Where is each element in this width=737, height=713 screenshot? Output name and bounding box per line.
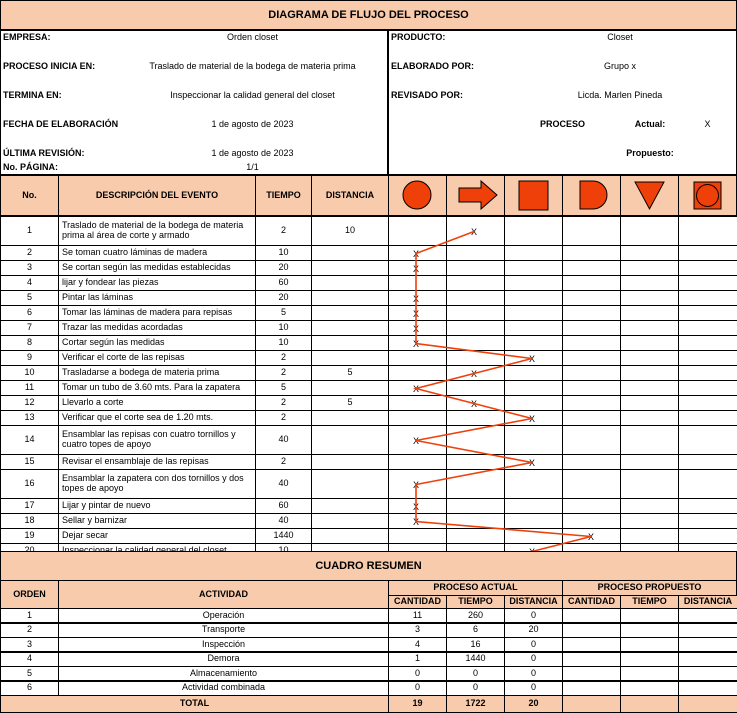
summary-distancia: 0	[504, 637, 563, 652]
symbol-cell	[562, 290, 621, 306]
col-distancia-header: DISTANCIA	[311, 175, 389, 216]
step-mark: X	[412, 501, 420, 512]
step-description: Trazar las medidas acordadas	[58, 320, 256, 336]
summary-total-propuesto-cell	[678, 695, 737, 713]
step-tiempo: 60	[255, 275, 312, 291]
summary-tiempo: 16	[446, 637, 505, 652]
empresa-label: EMPRESA:	[3, 32, 51, 43]
revision-label: ÚLTIMA REVISIÓN:	[3, 148, 85, 159]
symbol-cell	[446, 350, 505, 366]
step-distancia	[311, 245, 389, 261]
step-tiempo: 5	[255, 380, 312, 396]
symbol-cell	[562, 395, 621, 411]
step-number: 17	[0, 498, 59, 514]
summary-propuesto-header: PROCESO PROPUESTO	[562, 580, 737, 596]
symbol-cell	[504, 305, 563, 321]
summary-propuesto-cell	[678, 681, 737, 696]
symbol-cell	[678, 260, 737, 276]
inspection-square-icon	[505, 176, 562, 215]
symbol-cell	[388, 216, 447, 246]
symbol-cell	[446, 245, 505, 261]
symbol-header-transport	[446, 175, 505, 216]
step-mark: X	[528, 353, 536, 364]
symbol-cell	[388, 528, 447, 544]
summary-tiempo: 0	[446, 681, 505, 696]
symbol-cell	[620, 425, 679, 455]
step-number: 16	[0, 469, 59, 499]
termina-label: TERMINA EN:	[3, 90, 62, 101]
summary-distancia: 0	[504, 666, 563, 681]
step-distancia	[311, 290, 389, 306]
step-tiempo: 2	[255, 365, 312, 381]
summary-orden: 1	[0, 608, 59, 623]
pagina-value: 1/1	[246, 161, 259, 172]
symbol-cell	[678, 320, 737, 336]
elaborado-label: ELABORADO POR:	[391, 61, 474, 72]
symbol-cell	[620, 469, 679, 499]
step-number: 8	[0, 335, 59, 351]
step-description: Trasladarse a bodega de materia prima	[58, 365, 256, 381]
col-desc-header: DESCRIPCIÓN DEL EVENTO	[58, 175, 256, 216]
symbol-cell	[620, 320, 679, 336]
symbol-cell	[504, 216, 563, 246]
fecha-label: FECHA DE ELABORACIÓN	[3, 119, 118, 130]
symbol-cell	[620, 410, 679, 426]
summary-propuesto-cell	[562, 608, 621, 623]
step-tiempo: 2	[255, 216, 312, 246]
summary-propuesto-cell	[562, 652, 621, 667]
symbol-cell	[562, 245, 621, 261]
summary-tiempo: 1440	[446, 652, 505, 667]
step-distancia	[311, 513, 389, 529]
summary-total-propuesto-cell	[562, 695, 621, 713]
symbol-cell	[562, 498, 621, 514]
page-title: DIAGRAMA DE FLUJO DEL PROCESO	[0, 0, 737, 30]
symbol-cell	[388, 275, 447, 291]
summary-actividad: Transporte	[58, 623, 389, 638]
step-description: Traslado de material de la bodega de materia prima al área de corte y armado	[58, 216, 256, 246]
symbol-header-combined	[678, 175, 737, 216]
summary-orden: 4	[0, 652, 59, 667]
summary-actividad-header: ACTIVIDAD	[58, 580, 389, 609]
step-number: 1	[0, 216, 59, 246]
step-distancia	[311, 454, 389, 470]
symbol-cell	[562, 469, 621, 499]
symbol-cell	[620, 380, 679, 396]
summary-propuesto-cell	[678, 623, 737, 638]
step-tiempo: 1440	[255, 528, 312, 544]
step-distancia: 5	[311, 395, 389, 411]
symbol-cell	[504, 245, 563, 261]
summary-subheader: TIEMPO	[620, 595, 679, 609]
step-distancia	[311, 410, 389, 426]
step-number: 2	[0, 245, 59, 261]
step-number: 6	[0, 305, 59, 321]
summary-actividad: Actividad combinada	[58, 681, 389, 696]
step-distancia	[311, 335, 389, 351]
step-mark: X	[412, 323, 420, 334]
empresa-value: Orden closet	[226, 32, 279, 43]
symbol-cell	[620, 335, 679, 351]
transport-arrow-icon	[447, 176, 504, 215]
summary-propuesto-cell	[620, 666, 679, 681]
proceso-label: PROCESO	[539, 119, 585, 130]
step-description: Dejar secar	[58, 528, 256, 544]
symbol-cell	[446, 410, 505, 426]
step-number: 15	[0, 454, 59, 470]
summary-actividad: Operación	[58, 608, 389, 623]
symbol-cell	[678, 425, 737, 455]
step-description: Llevarlo a corte	[58, 395, 256, 411]
inicia-label: PROCESO INICIA EN:	[3, 61, 96, 72]
summary-subheader: DISTANCIA	[504, 595, 563, 609]
symbol-cell	[678, 380, 737, 396]
symbol-header-inspection	[504, 175, 563, 216]
propuesto-label: Propuesto:	[626, 148, 674, 159]
symbol-cell	[504, 425, 563, 455]
step-tiempo: 2	[255, 454, 312, 470]
summary-cantidad: 1	[388, 652, 447, 667]
termina-value: Inspeccionar la calidad general del closet	[170, 90, 335, 101]
symbol-cell	[678, 365, 737, 381]
col-no-header: No.	[0, 175, 59, 216]
step-tiempo: 10	[255, 320, 312, 336]
step-number: 19	[0, 528, 59, 544]
elaborado-value: Grupo x	[603, 61, 636, 72]
fecha-value: 1 de agosto de 2023	[211, 119, 294, 130]
symbol-cell	[504, 290, 563, 306]
step-distancia	[311, 528, 389, 544]
inicia-value: Traslado de material de la bodega de materia prima	[149, 61, 356, 72]
symbol-cell	[504, 380, 563, 396]
summary-actual-header: PROCESO ACTUAL	[388, 580, 563, 596]
step-distancia	[311, 275, 389, 291]
symbol-cell	[620, 350, 679, 366]
step-tiempo: 40	[255, 425, 312, 455]
symbol-cell	[562, 350, 621, 366]
step-description: Tomar un tubo de 3.60 mts. Para la zapatera	[58, 380, 256, 396]
step-description: lijar y fondear las piezas	[58, 275, 256, 291]
symbol-cell	[446, 335, 505, 351]
step-mark: X	[470, 226, 478, 237]
step-description: Verificar que el corte sea de 1.20 mts.	[58, 410, 256, 426]
summary-tiempo: 260	[446, 608, 505, 623]
symbol-cell	[504, 365, 563, 381]
summary-propuesto-cell	[678, 666, 737, 681]
summary-cantidad: 3	[388, 623, 447, 638]
step-number: 18	[0, 513, 59, 529]
summary-actividad: Almacenamiento	[58, 666, 389, 681]
step-distancia	[311, 320, 389, 336]
revisado-label: REVISADO POR:	[391, 90, 464, 101]
summary-propuesto-cell	[562, 637, 621, 652]
step-mark: X	[412, 435, 420, 446]
symbol-cell	[562, 365, 621, 381]
step-distancia	[311, 305, 389, 321]
step-description: Sellar y barnizar	[58, 513, 256, 529]
symbol-cell	[504, 498, 563, 514]
summary-propuesto-cell	[678, 608, 737, 623]
step-mark: X	[412, 293, 420, 304]
operation-circle-icon	[389, 176, 446, 215]
summary-subheader: CANTIDAD	[562, 595, 621, 609]
symbol-cell	[620, 245, 679, 261]
step-mark: X	[470, 398, 478, 409]
pagina-label: No. PÁGINA:	[3, 161, 58, 172]
symbol-header-delay	[562, 175, 621, 216]
summary-distancia: 20	[504, 623, 563, 638]
symbol-cell	[678, 305, 737, 321]
step-number: 14	[0, 425, 59, 455]
symbol-cell	[678, 335, 737, 351]
summary-propuesto-cell	[562, 666, 621, 681]
producto-value: Closet	[607, 32, 633, 43]
symbol-cell	[562, 305, 621, 321]
symbol-cell	[678, 290, 737, 306]
symbol-cell	[504, 528, 563, 544]
symbol-header-storage	[620, 175, 679, 216]
symbol-cell	[446, 498, 505, 514]
step-distancia	[311, 260, 389, 276]
step-number: 3	[0, 260, 59, 276]
producto-label: PRODUCTO:	[391, 32, 446, 43]
step-description: Pintar las láminas	[58, 290, 256, 306]
summary-actividad: Demora	[58, 652, 389, 667]
summary-cantidad: 0	[388, 666, 447, 681]
symbol-cell	[446, 290, 505, 306]
symbol-cell	[446, 305, 505, 321]
symbol-cell	[562, 380, 621, 396]
storage-triangle-icon	[621, 176, 678, 215]
symbol-cell	[620, 365, 679, 381]
step-number: 9	[0, 350, 59, 366]
step-description: Tomar las láminas de madera para repisas	[58, 305, 256, 321]
combined-circle-square-icon	[679, 176, 736, 215]
step-number: 7	[0, 320, 59, 336]
step-mark: X	[412, 479, 420, 490]
symbol-cell	[678, 513, 737, 529]
step-description: Ensamblar las repisas con cuatro tornillos y cuatro topes de apoyo	[58, 425, 256, 455]
symbol-cell	[562, 425, 621, 455]
symbol-cell	[678, 410, 737, 426]
symbol-cell	[562, 260, 621, 276]
summary-subheader: TIEMPO	[446, 595, 505, 609]
symbol-cell	[446, 469, 505, 499]
symbol-cell	[562, 410, 621, 426]
step-tiempo: 60	[255, 498, 312, 514]
symbol-cell	[562, 275, 621, 291]
summary-title: CUADRO RESUMEN	[0, 551, 737, 581]
col-tiempo-header: TIEMPO	[255, 175, 312, 216]
symbol-cell	[504, 260, 563, 276]
symbol-cell	[446, 275, 505, 291]
summary-propuesto-cell	[620, 637, 679, 652]
step-description: Lijar y pintar de nuevo	[58, 498, 256, 514]
step-tiempo: 40	[255, 513, 312, 529]
step-mark: X	[412, 338, 420, 349]
symbol-cell	[678, 216, 737, 246]
step-mark: X	[528, 457, 536, 468]
symbol-cell	[620, 454, 679, 470]
step-number: 11	[0, 380, 59, 396]
step-tiempo: 2	[255, 350, 312, 366]
symbol-cell	[620, 305, 679, 321]
step-mark: X	[587, 531, 595, 542]
step-distancia	[311, 469, 389, 499]
summary-actividad: Inspección	[58, 637, 389, 652]
summary-total-label: TOTAL	[0, 695, 389, 713]
summary-orden-header: ORDEN	[0, 580, 59, 609]
summary-propuesto-cell	[562, 681, 621, 696]
step-distancia	[311, 425, 389, 455]
symbol-cell	[446, 380, 505, 396]
symbol-cell	[504, 469, 563, 499]
summary-propuesto-cell	[620, 652, 679, 667]
step-mark: X	[528, 413, 536, 424]
symbol-cell	[562, 320, 621, 336]
step-mark: X	[412, 263, 420, 274]
summary-total-tiempo: 1722	[446, 695, 505, 713]
step-tiempo: 20	[255, 290, 312, 306]
symbol-cell	[388, 410, 447, 426]
step-description: Se cortan según las medidas establecidas	[58, 260, 256, 276]
delay-d-icon	[563, 176, 620, 215]
symbol-cell	[562, 335, 621, 351]
step-number: 12	[0, 395, 59, 411]
step-description: Se toman cuatro láminas de madera	[58, 245, 256, 261]
summary-total-propuesto-cell	[620, 695, 679, 713]
summary-propuesto-cell	[562, 623, 621, 638]
symbol-header-operation	[388, 175, 447, 216]
step-distancia	[311, 498, 389, 514]
symbol-cell	[620, 275, 679, 291]
symbol-cell	[388, 365, 447, 381]
symbol-cell	[678, 395, 737, 411]
summary-orden: 3	[0, 637, 59, 652]
symbol-cell	[620, 216, 679, 246]
symbol-cell	[388, 350, 447, 366]
summary-tiempo: 0	[446, 666, 505, 681]
summary-cantidad: 11	[388, 608, 447, 623]
step-number: 10	[0, 365, 59, 381]
symbol-cell	[504, 275, 563, 291]
symbol-cell	[620, 498, 679, 514]
step-number: 4	[0, 275, 59, 291]
symbol-cell	[504, 395, 563, 411]
symbol-cell	[678, 275, 737, 291]
symbol-cell	[620, 528, 679, 544]
step-tiempo: 20	[255, 260, 312, 276]
revisado-value: Licda. Marlen Pineda	[577, 90, 663, 101]
step-tiempo: 40	[255, 469, 312, 499]
symbol-cell	[620, 395, 679, 411]
step-mark: X	[470, 368, 478, 379]
symbol-cell	[678, 528, 737, 544]
summary-distancia: 0	[504, 652, 563, 667]
step-distancia: 10	[311, 216, 389, 246]
step-tiempo: 5	[255, 305, 312, 321]
symbol-cell	[678, 469, 737, 499]
step-tiempo: 10	[255, 245, 312, 261]
symbol-cell	[562, 216, 621, 246]
summary-total-distancia: 20	[504, 695, 563, 713]
symbol-cell	[388, 395, 447, 411]
summary-orden: 5	[0, 666, 59, 681]
summary-total-cantidad: 19	[388, 695, 447, 713]
step-description: Verificar el corte de las repisas	[58, 350, 256, 366]
symbol-cell	[446, 513, 505, 529]
summary-orden: 2	[0, 623, 59, 638]
symbol-cell	[678, 454, 737, 470]
step-mark: X	[412, 308, 420, 319]
summary-propuesto-cell	[620, 623, 679, 638]
symbol-cell	[446, 320, 505, 336]
summary-distancia: 0	[504, 608, 563, 623]
symbol-cell	[388, 454, 447, 470]
summary-tiempo: 6	[446, 623, 505, 638]
symbol-cell	[678, 498, 737, 514]
symbol-cell	[504, 320, 563, 336]
summary-propuesto-cell	[678, 652, 737, 667]
step-tiempo: 2	[255, 395, 312, 411]
symbol-cell	[446, 425, 505, 455]
step-tiempo: 2	[255, 410, 312, 426]
step-number: 5	[0, 290, 59, 306]
summary-cantidad: 0	[388, 681, 447, 696]
step-mark: X	[412, 516, 420, 527]
summary-distancia: 0	[504, 681, 563, 696]
step-description: Cortar según las medidas	[58, 335, 256, 351]
symbol-cell	[620, 513, 679, 529]
symbol-cell	[620, 290, 679, 306]
summary-orden: 6	[0, 681, 59, 696]
step-distancia: 5	[311, 365, 389, 381]
step-mark: X	[412, 248, 420, 259]
symbol-cell	[620, 260, 679, 276]
step-tiempo: 10	[255, 335, 312, 351]
symbol-cell	[446, 260, 505, 276]
actual-mark: X	[704, 119, 711, 130]
step-description: Ensamblar la zapatera con dos tornillos y dos topes de apoyo	[58, 469, 256, 499]
step-distancia	[311, 380, 389, 396]
revision-value: 1 de agosto de 2023	[211, 148, 294, 159]
step-number: 13	[0, 410, 59, 426]
summary-propuesto-cell	[678, 637, 737, 652]
symbol-cell	[678, 350, 737, 366]
step-mark: X	[412, 383, 420, 394]
summary-propuesto-cell	[620, 681, 679, 696]
symbol-cell	[678, 245, 737, 261]
symbol-cell	[562, 513, 621, 529]
symbol-cell	[562, 454, 621, 470]
symbol-cell	[446, 528, 505, 544]
summary-propuesto-cell	[620, 608, 679, 623]
step-distancia	[311, 350, 389, 366]
symbol-cell	[504, 513, 563, 529]
symbol-cell	[504, 335, 563, 351]
step-description: Revisar el ensamblaje de las repisas	[58, 454, 256, 470]
symbol-cell	[446, 454, 505, 470]
summary-subheader: CANTIDAD	[388, 595, 447, 609]
actual-label: Actual:	[634, 119, 666, 130]
summary-cantidad: 4	[388, 637, 447, 652]
summary-subheader: DISTANCIA	[678, 595, 737, 609]
